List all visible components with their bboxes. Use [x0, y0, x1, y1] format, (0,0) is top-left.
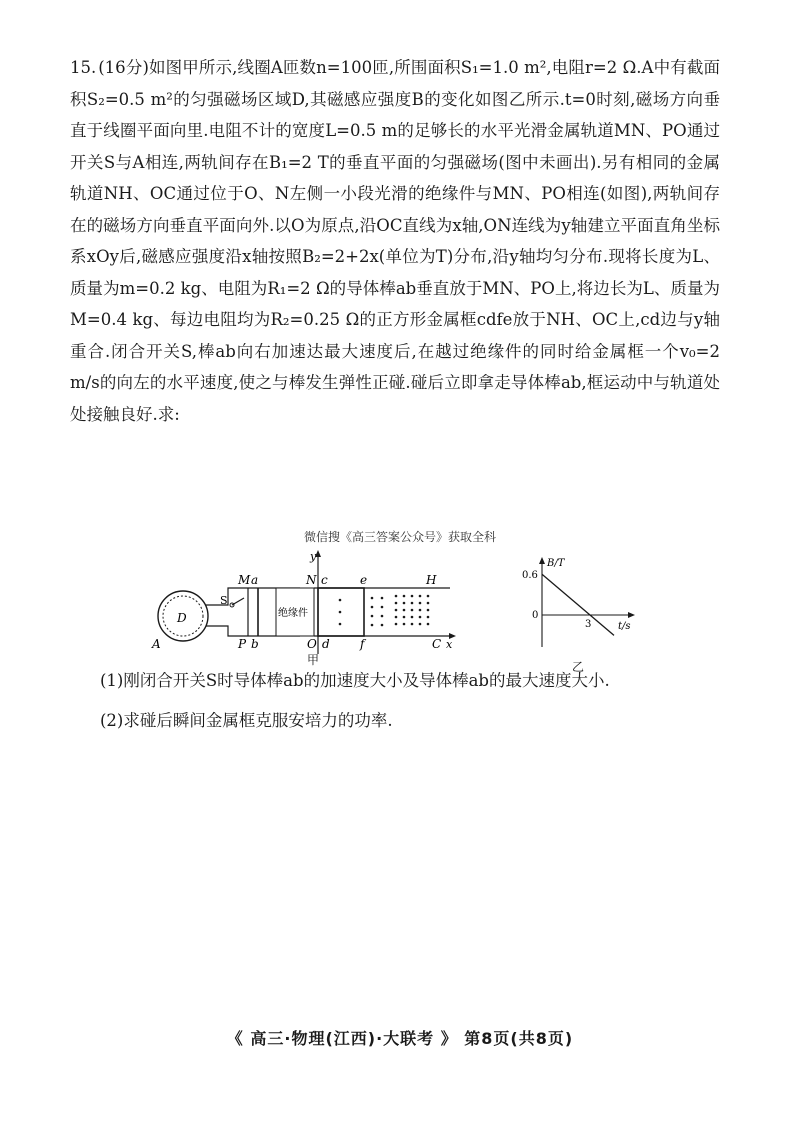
watermark: 微信搜《高三答案公众号》获取全科	[303, 530, 496, 544]
label-p: P	[238, 637, 247, 651]
sub-question-2: (2)求碰后瞬间金属框克服安培力的功率.	[100, 711, 393, 730]
label-c: c	[321, 573, 328, 587]
label-e: e	[360, 573, 368, 587]
label-n: N	[306, 573, 317, 587]
graph-ylabel: B/T	[547, 558, 565, 569]
b-t-graph	[518, 555, 638, 655]
label-h: H	[426, 573, 437, 587]
label-y: y	[310, 550, 317, 563]
b-t-line	[542, 574, 614, 635]
field-dots	[339, 595, 430, 627]
graph-y-arrow	[539, 557, 545, 564]
caption-yi: 乙	[572, 660, 585, 674]
graph-origin: 0	[532, 610, 539, 621]
graph-x-tick: 3	[585, 619, 592, 630]
label-a-rod: a	[251, 573, 259, 587]
question-text: (16分)如图甲所示,线圈A匝数n=100匝,所围面积S₁=1.0 m²,电阻r=2 Ω.A中有截面积S₂=0.5 m²的匀强磁场区域D,其磁感应强度B的变化如图乙所示.t=0时刻,磁场方向垂直于线圈平面向里.电阻不计的宽度L=0.5 m的足够长的水平光滑金属轨道MN、PO通过开关S与A相连,两轨间存在B₁=2 T的垂直平面的匀强磁场(图中未画出).另有相同的金属轨道NH、OC通过位于O、N左侧一小段光滑的绝缘件与MN、PO相连(如图),两轨间存在的磁场方向垂直平面向外.以O为原点,沿OC直线为x轴,ON连线为y轴建立平面直角坐标系xOy后,磁感应强度沿x轴按照B₂=2+2x(单位为T)分布,沿y轴均匀分布.现将长度为L、质量为m=0.2 kg、电阻为R₁=2 Ω的导体棒ab垂直放于MN、PO上,将边长为L、质量为M=0.4 kg、每边电阻均为R₂=0.25 Ω的正方形金属框cdfe放于NH、OC上,cd边与y轴重合.闭合开关S,棒ab向右加速达最大速度后,在越过绝缘件的同时给金属框一个v₀=2 m/s的向左的水平速度,使之与棒发生弹性正碰.碰后立即拿走导体棒ab,框运动中与轨道处处接触良好.求:	[70, 58, 720, 424]
graph-xlabel: t/s	[618, 621, 631, 632]
label-m: M	[238, 573, 251, 587]
label-d: D	[177, 611, 187, 625]
label-d-frame: d	[322, 637, 330, 651]
label-c-end: C	[432, 637, 442, 651]
sub-question-1: (1)刚闭合开关S时导体棒ab的加速度大小及导体棒ab的最大速度大小.	[100, 671, 610, 690]
caption-jia: 甲	[307, 653, 320, 667]
question-15	[70, 52, 720, 430]
question-number: 15.	[70, 58, 97, 77]
page-footer: 《 高三·物理(江西)·大联考 》 第8页(共8页)	[226, 1029, 574, 1048]
label-x: x	[446, 638, 453, 651]
label-insulator: 绝缘件	[278, 608, 308, 619]
label-b: b	[251, 637, 259, 651]
label-a-coil: A	[152, 637, 161, 651]
switch-blade	[232, 598, 244, 605]
label-s: S	[220, 594, 228, 607]
label-o: O	[307, 637, 317, 651]
graph-y-tick: 0.6	[522, 570, 538, 581]
graph-x-arrow	[628, 612, 635, 618]
label-f: f	[360, 637, 365, 651]
figure-yi	[518, 555, 638, 655]
figure-jia	[150, 548, 470, 660]
circuit-diagram	[150, 548, 470, 660]
lower-lead	[206, 626, 248, 636]
